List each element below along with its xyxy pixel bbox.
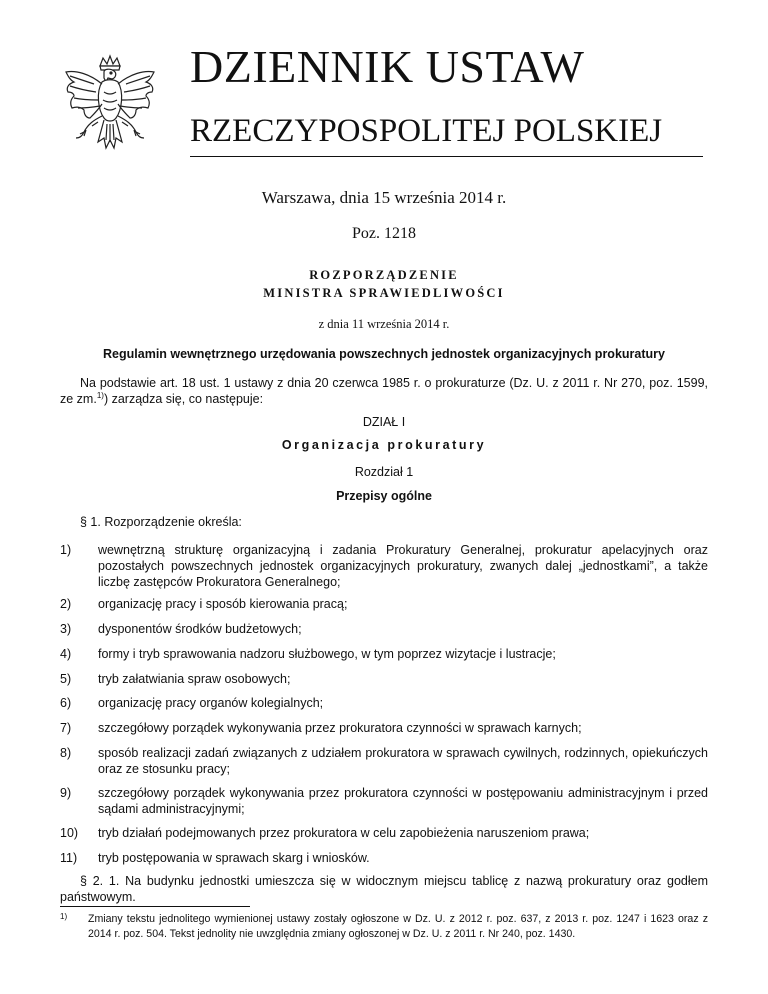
section-2-paragraph: § 2. 1. Na budynku jednostki umieszcza się w widocznym miejscu tablicę z nazwą prokuratury oraz godłem państwowym. <box>60 874 708 904</box>
list-item-number: 9) <box>60 786 72 800</box>
polish-eagle-icon <box>60 52 160 164</box>
list-item-text: tryb załatwiania spraw osobowych; <box>98 672 291 686</box>
list-item-text: organizację pracy i sposób kierowania pracą; <box>98 597 348 611</box>
list-item-text: sposób realizacji zadań związanych z udziałem prokuratora w sprawach cywilnych, rodzinnych, opiekuńczych oraz ze stosunku pracy; <box>98 746 708 776</box>
list-item-number: 3) <box>60 622 72 636</box>
list-item-text: formy i tryb sprawowania nadzoru służbowego, w tym poprzez wizytacje i lustracje; <box>98 647 556 661</box>
preamble-text-end: ) zarządza się, co następuje: <box>103 392 264 406</box>
list-item-text: tryb postępowania w sprawach skarg i wniosków. <box>98 851 370 865</box>
section-1-intro: § 1. Rozporządzenie określa: <box>80 515 242 529</box>
list-item-number: 5) <box>60 672 72 686</box>
list-item-text: dysponentów środków budżetowych; <box>98 622 302 636</box>
preamble <box>60 375 708 407</box>
footnote-text: Zmiany tekstu jednolitego wymienionej ustawy zostały ogłoszone w Dz. U. z 2012 r. poz. 637, z 2013 r. poz. 1247 i 1623 oraz z 2014 r. poz. 504. Tekst jednolity nie uwzględnia zmiany ogłoszonej w Dz. U. z 2011 r. Nr 240, poz. 1430. <box>88 913 708 940</box>
preamble-text: Na podstawie art. 18 ust. 1 ustawy z dnia 20 czerwca 1985 r. o prokuraturze (Dz. U. z 2011 r. Nr 270, poz. 1599, ze zm. <box>60 376 708 406</box>
journal-title: DZIENNIK USTAW <box>190 41 585 92</box>
act-title: Regulamin wewnętrznego urzędowania powszechnych jednostek organizacyjnych prokuratury <box>103 347 665 361</box>
list-item-text: szczegółowy porządek wykonywania przez prokuratora czynności w postępowaniu administracyjnym i przed sądami administracyjnymi; <box>98 786 708 816</box>
list-item-number: 6) <box>60 696 72 710</box>
act-type-heading: ROZPORZĄDZENIE <box>309 268 459 282</box>
list-item-number: 10) <box>60 826 79 840</box>
division-label: DZIAŁ I <box>362 415 406 429</box>
chapter-name: Przepisy ogólne <box>336 489 432 503</box>
footnote-mark: 1) <box>60 912 68 921</box>
footnote-divider <box>60 906 250 907</box>
list-item-text: tryb działań podejmowanych przez prokuratora w celu zapobieżenia naruszeniom prawa; <box>98 826 590 840</box>
list-item-text: wewnętrzną strukturę organizacyjną i zadania Prokuratury Generalnej, prokuratur apelacyjnych oraz pozostałych powszechnych jednostek organizacyjnych prokuratury, zwanych dalej „jednostkami”, a także liczbę zastępców Prokuratora Generalnego; <box>98 543 708 589</box>
list-item-number: 8) <box>60 746 72 760</box>
position-number: Poz. 1218 <box>352 225 416 242</box>
list-item-text: szczegółowy porządek wykonywania przez prokuratora czynności w sprawach karnych; <box>98 721 582 735</box>
act-date: z dnia 11 września 2014 r. <box>318 317 450 331</box>
list-item-number: 11) <box>60 851 78 865</box>
list-item-number: 7) <box>60 721 72 735</box>
masthead-divider <box>190 156 703 157</box>
division-name: Organizacja prokuratury <box>281 438 487 452</box>
list-item-number: 4) <box>60 647 72 661</box>
footnote-reference[interactable]: 1) <box>96 390 104 400</box>
act-issuer: MINISTRA SPRAWIEDLIWOŚCI <box>263 286 505 300</box>
issue-date: Warszawa, dnia 15 września 2014 r. <box>261 188 507 207</box>
list-item-number: 1) <box>60 543 72 557</box>
list-item-text: organizację pracy organów kolegialnych; <box>98 696 324 710</box>
chapter-label: Rozdział 1 <box>354 465 414 479</box>
journal-subtitle: RZECZYPOSPOLITEJ POLSKIEJ <box>190 113 663 149</box>
list-item-number: 2) <box>60 597 72 611</box>
